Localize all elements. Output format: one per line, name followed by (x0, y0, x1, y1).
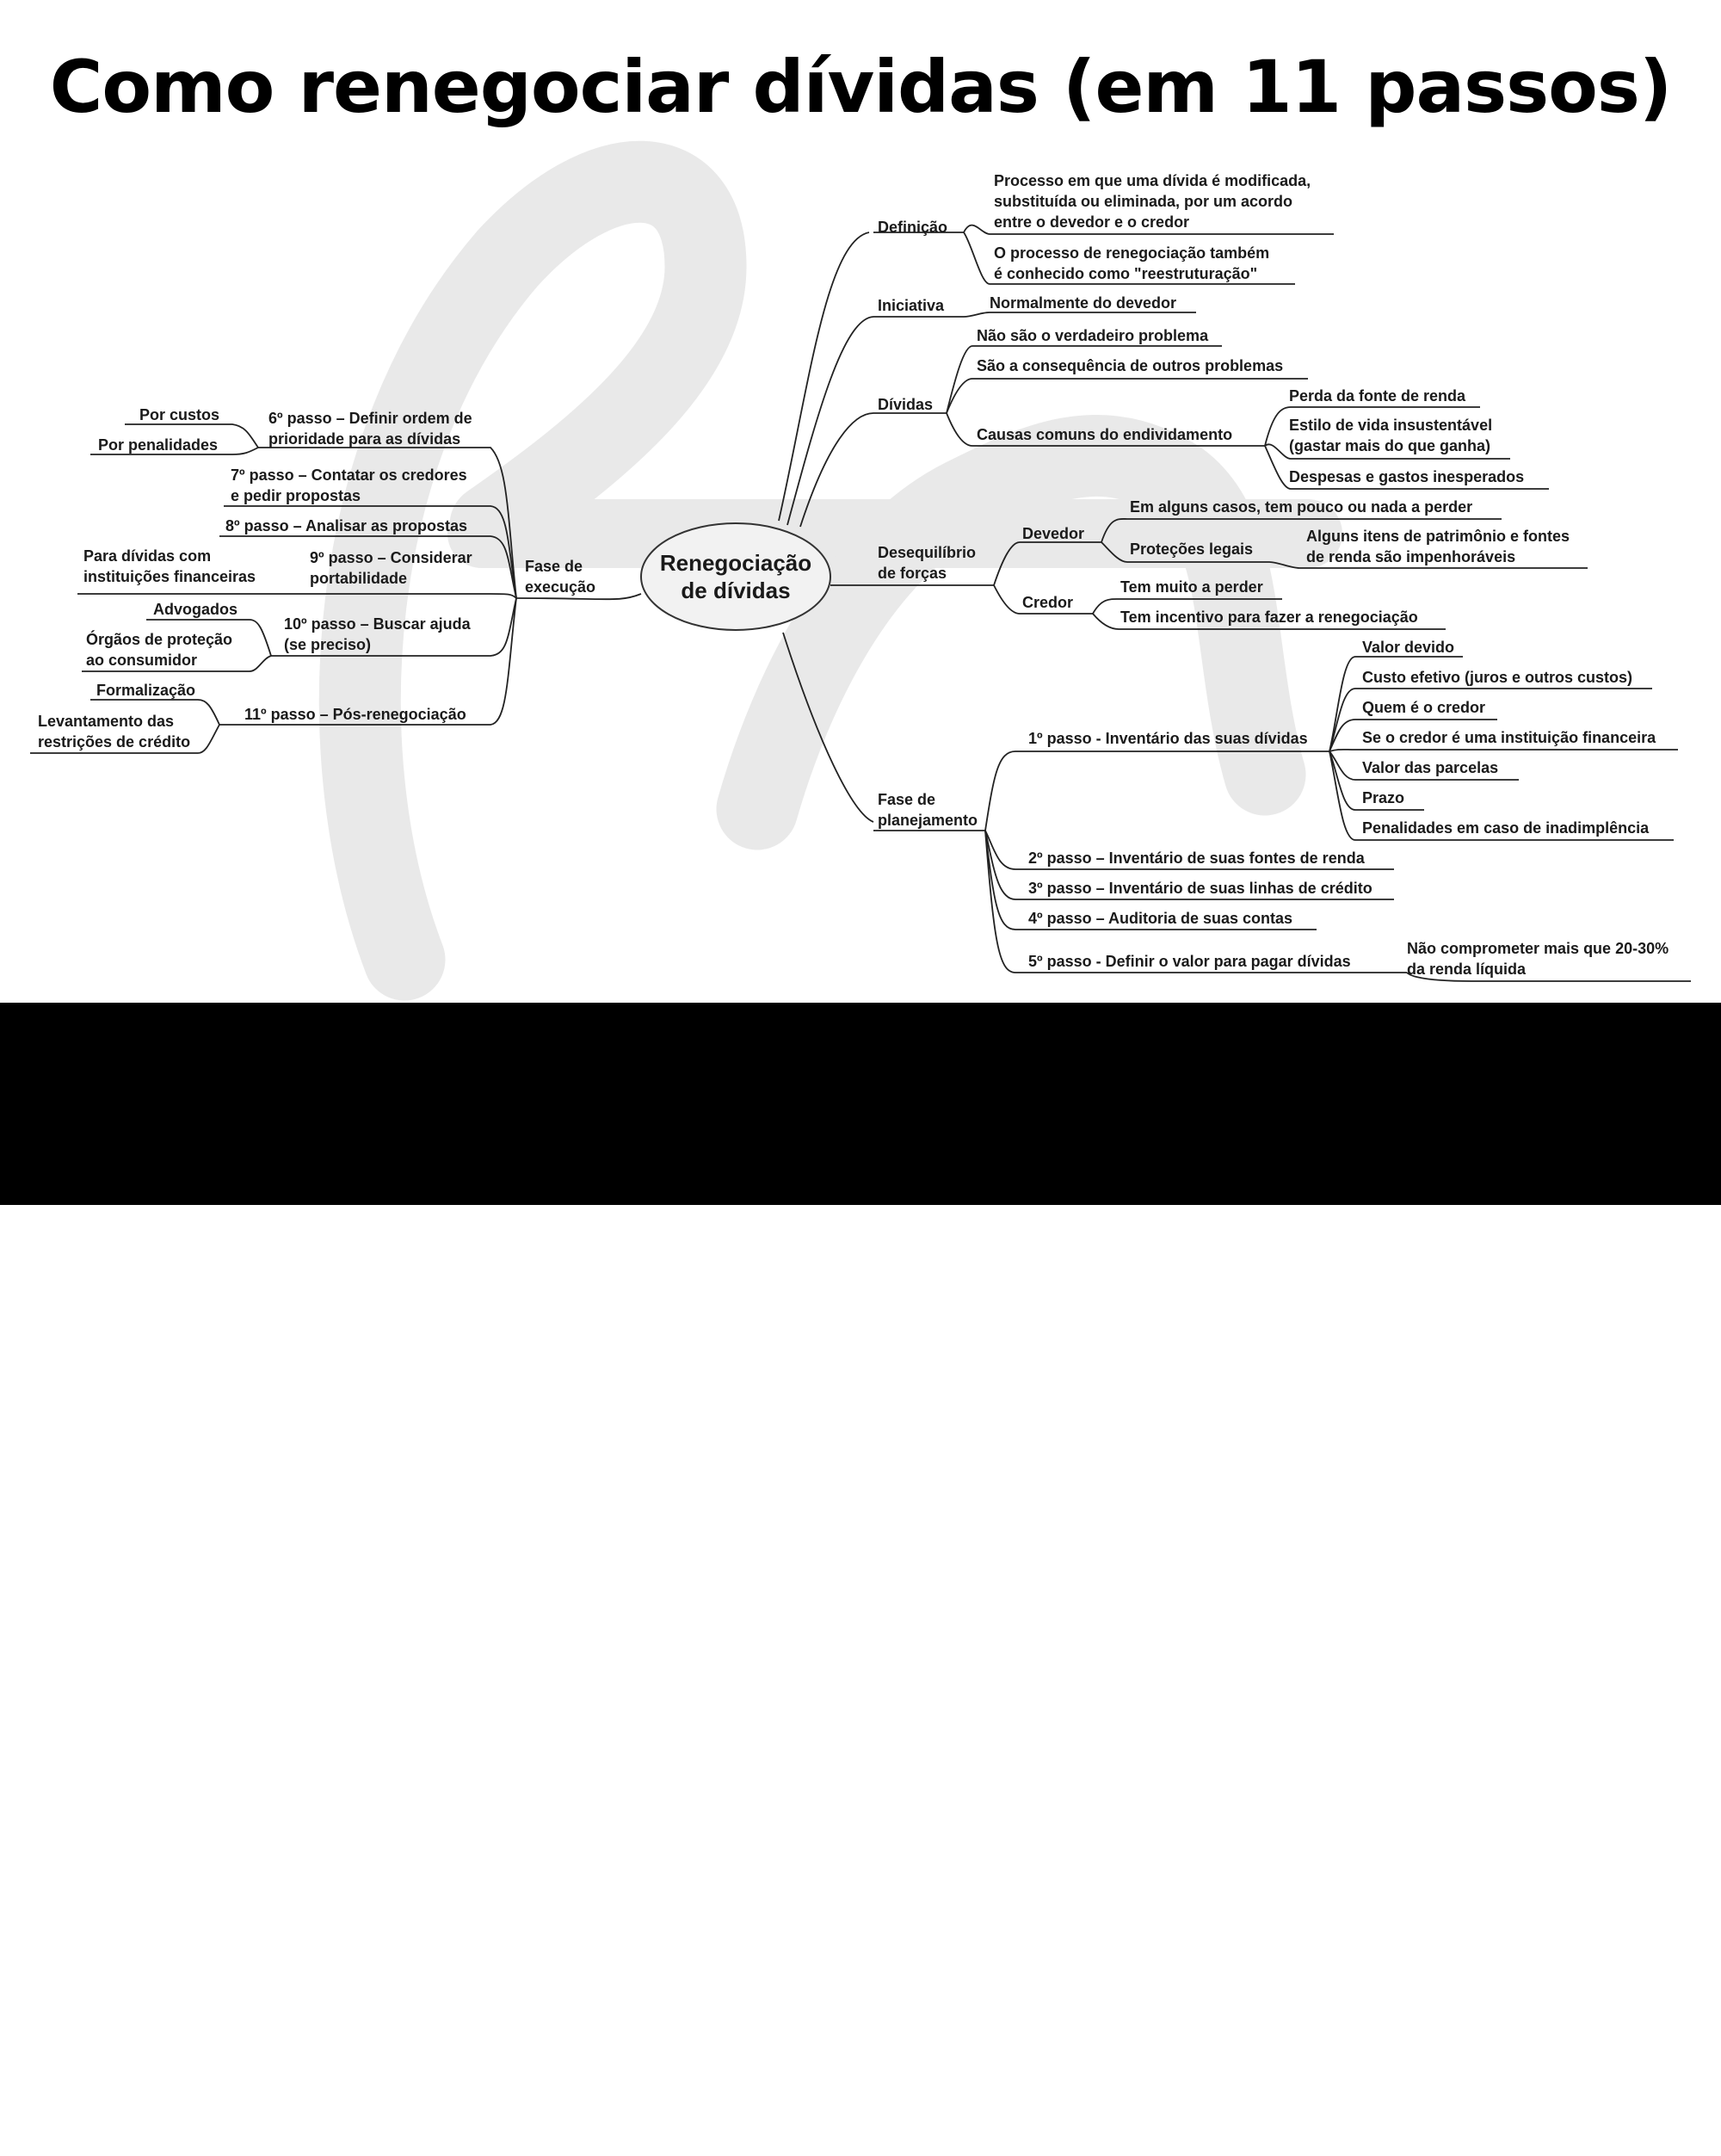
node-execucao: Fase de execução (525, 558, 596, 596)
node-credor-1: Tem muito a perder (1120, 578, 1263, 596)
node-protecoes-1: Alguns itens de patrimônio e fontes de renda são impenhoráveis (1306, 528, 1570, 565)
node-causas-1: Perda da fonte de renda (1289, 387, 1466, 405)
node-definicao-2: O processo de renegociação também é conhecido como "reestruturação" (994, 244, 1270, 282)
node-desequilibrio: Desequilíbrio de forças (878, 544, 977, 582)
node-passo9-1: Para dívidas com instituições financeiras (83, 547, 256, 585)
node-passo11-2: Levantamento das restrições de crédito (38, 713, 191, 751)
node-definicao: Definição (878, 219, 948, 236)
node-passo1-item-1: Valor devido (1362, 639, 1455, 656)
node-credor-2: Tem incentivo para fazer a renegociação (1120, 608, 1418, 626)
node-causas: Causas comuns do endividamento (977, 426, 1233, 443)
node-protecoes: Proteções legais (1130, 541, 1254, 558)
node-passo2: 2º passo – Inventário de suas fontes de renda (1028, 849, 1365, 867)
node-passo10: 10º passo – Buscar ajuda (se preciso) (284, 615, 471, 653)
node-passo1-item-4: Se o credor é uma instituição financeira (1362, 729, 1656, 746)
node-devedor: Devedor (1022, 525, 1085, 542)
node-dividas: Dívidas (878, 396, 934, 413)
node-passo4: 4º passo – Auditoria de suas contas (1028, 910, 1293, 927)
node-iniciativa: Iniciativa (878, 297, 945, 314)
node-passo1-item-2: Custo efetivo (juros e outros custos) (1362, 669, 1633, 686)
center-node: Renegociação de dívidas (659, 550, 812, 603)
footer-bar (0, 1003, 1721, 2147)
node-credor: Credor (1022, 594, 1074, 611)
node-passo1: 1º passo - Inventário das suas dívidas (1028, 730, 1308, 747)
node-passo11-1: Formalização (96, 682, 196, 699)
node-passo6: 6º passo – Definir ordem de prioridade para as dívidas (268, 410, 472, 448)
node-passo10-1: Advogados (153, 601, 238, 618)
node-passo11: 11º passo – Pós-renegociação (244, 706, 466, 723)
node-dividas-2: São a consequência de outros problemas (977, 357, 1284, 374)
node-passo9: 9º passo – Considerar portabilidade (310, 549, 472, 587)
node-iniciativa-1: Normalmente do devedor (990, 294, 1177, 312)
node-dividas-1: Não são o verdadeiro problema (977, 327, 1209, 344)
node-causas-3: Despesas e gastos inesperados (1289, 468, 1525, 485)
node-passo5: 5º passo - Definir o valor para pagar dívidas (1028, 953, 1351, 970)
node-devedor-1: Em alguns casos, tem pouco ou nada a perder (1130, 498, 1473, 516)
node-passo8: 8º passo – Analisar as propostas (225, 517, 468, 534)
node-passo6-1: Por custos (139, 406, 220, 423)
node-passo1-item-6: Prazo (1362, 789, 1405, 806)
node-passo5-1: Não comprometer mais que 20-30% da renda líquida (1407, 940, 1669, 978)
node-causas-2: Estilo de vida insustentável (gastar mais do que ganha) (1289, 417, 1493, 454)
node-passo3: 3º passo – Inventário de suas linhas de crédito (1028, 880, 1372, 897)
node-passo1-item-5: Valor das parcelas (1362, 759, 1499, 776)
node-planejamento: Fase de planejamento (878, 791, 978, 829)
node-passo1-item-3: Quem é o credor (1362, 699, 1486, 716)
node-definicao-1: Processo em que uma dívida é modificada, substituída ou eliminada, por um acordo entre o devedor e o credor (994, 172, 1311, 231)
node-passo1-item-7: Penalidades em caso de inadimplência (1362, 819, 1650, 837)
node-passo10-2: Órgãos de proteção ao consumidor (86, 631, 233, 669)
am-monogram-icon (1136, 2061, 1256, 2156)
node-passo6-2: Por penalidades (98, 436, 219, 454)
brand-logo (1136, 2061, 1687, 2156)
brand-url: www.andremassaro.com.br (1291, 2116, 1625, 2147)
page-title: Como renegociar dívidas (em 11 passos) (49, 45, 1672, 129)
node-passo7: 7º passo – Contatar os credores e pedir propostas (231, 466, 467, 504)
brand-name: André Massaro (1262, 2062, 1599, 2114)
